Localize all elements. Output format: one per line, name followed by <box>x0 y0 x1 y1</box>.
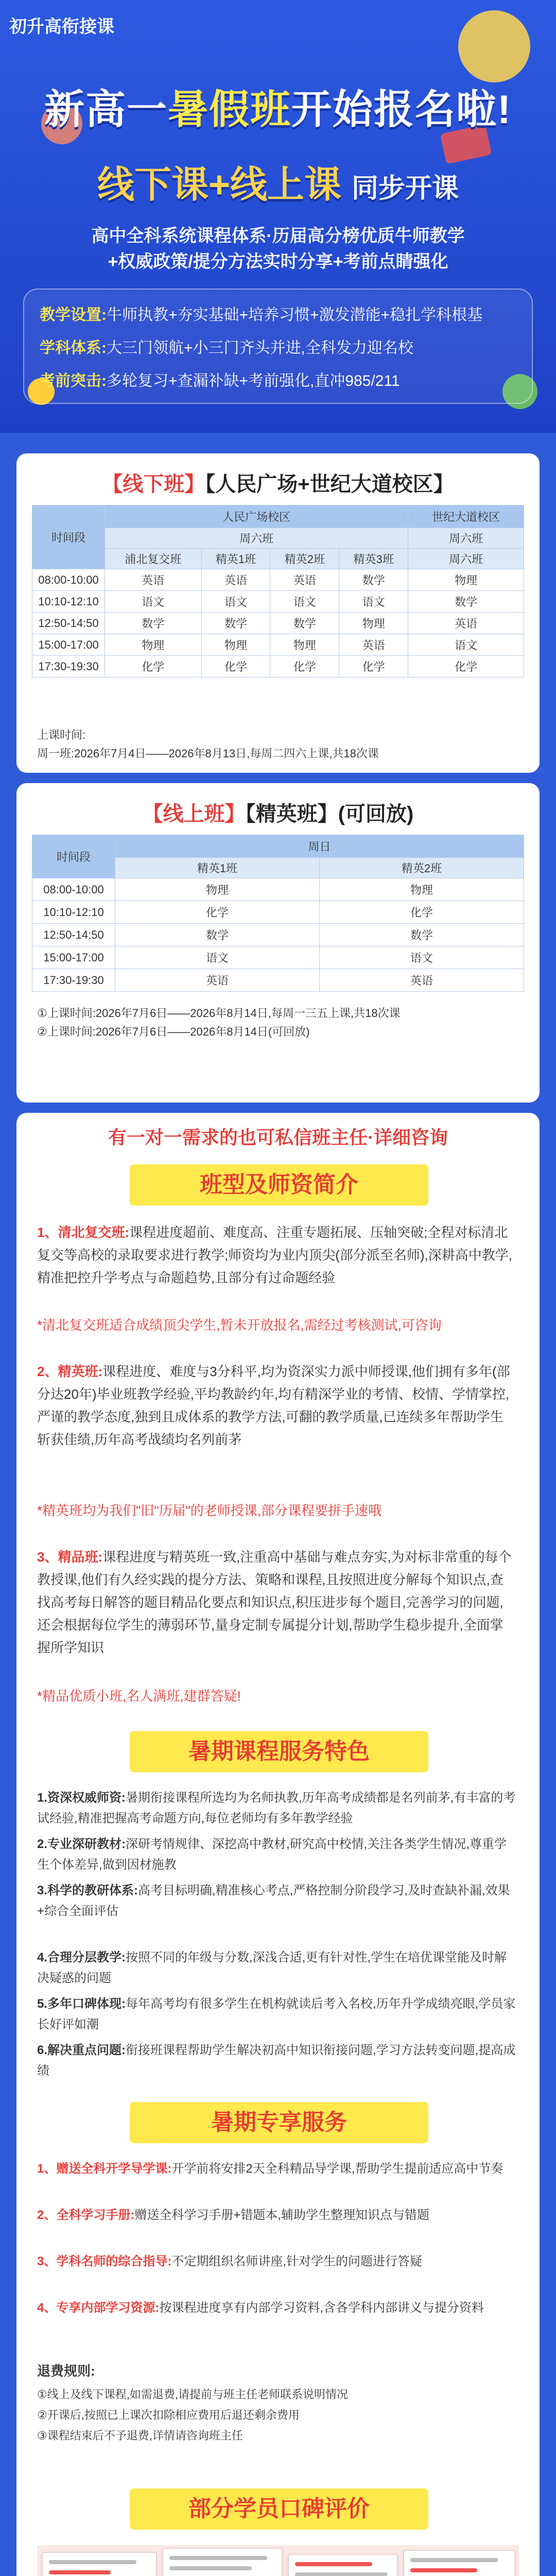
cell: 化学 <box>115 901 320 924</box>
hero-title-highlight: 暑假班 <box>168 87 292 132</box>
hero-info-value: 牛师执教+夯实基础+培养习惯+激发潜能+稳扎学科根基 <box>107 307 483 324</box>
cell-time: 17:30-19:30 <box>32 969 115 992</box>
cell: 英语 <box>408 613 524 634</box>
cell: 化学 <box>408 656 524 677</box>
cell: 语文 <box>105 591 202 613</box>
service-item-3 <box>37 2251 516 2272</box>
hero-info-row <box>40 335 516 358</box>
intro-paragraph-2 <box>37 1360 516 1451</box>
col-class: 精英1班 <box>115 858 320 878</box>
offline-title-text: 【人民广场+世纪大道校区】 <box>205 473 454 496</box>
service-text: 赠送全科学习手册+错题本,辅助学生整理知识点与错题 <box>134 2208 430 2222</box>
cell: 数学 <box>115 924 320 946</box>
hero-title-suffix: 开始报名啦! <box>291 87 512 132</box>
offline-title-tag: 【线下班】 <box>102 473 205 496</box>
feature-head: 1.资深权威师资: <box>37 1791 126 1805</box>
cell-time: 12:50-14:50 <box>32 924 115 946</box>
online-note: ①上课时间:2026年7月6日——2026年8月14日,每周一三五上课,共18次课 <box>37 1007 401 1020</box>
col-class: 精英2班 <box>270 549 339 569</box>
cell: 数学 <box>105 613 202 634</box>
online-schedule-table <box>32 835 524 992</box>
refund-rule: ②开课后,按照已上课次扣除相应费用后退还剩余费用 <box>37 2409 300 2421</box>
cell: 语文 <box>320 946 524 969</box>
col-campus-1: 人民广场校区 <box>105 505 408 528</box>
hero-info-key: 考前突击: <box>40 372 107 389</box>
refund-rule: ③课程结束后不予退费,详情请咨询班主任 <box>37 2429 243 2442</box>
online-title <box>16 798 540 827</box>
table-row <box>32 969 524 992</box>
cell: 语文 <box>270 591 339 613</box>
one-on-one-callout: 有一对一需求的也可私信班主任·详细咨询 <box>108 1127 448 1148</box>
feature-head: 4.合理分层教学: <box>37 1951 126 1964</box>
refund-title: 退费规则: <box>37 2363 95 2379</box>
online-note: ②上课时间:2026年7月6日——2026年8月14日(可回放) <box>37 1025 310 1038</box>
hero-info-key: 教学设置: <box>40 307 107 324</box>
col-class: 周六班 <box>408 549 524 569</box>
table-row <box>32 569 524 591</box>
cell-time: 08:00-10:00 <box>32 569 105 591</box>
intro-section-title: 班型及师资简介 <box>130 1164 428 1206</box>
feature-text: 按照不同的年级与分数,深浅合适,更有针对性,学生在培优课堂能及时解决疑惑的问题 <box>37 1951 507 1985</box>
feature-head: 3.科学的教研体系: <box>37 1884 138 1897</box>
cell-time: 08:00-10:00 <box>32 878 115 901</box>
online-schedule-card <box>16 783 540 1103</box>
table-row <box>32 634 524 656</box>
service-item-1 <box>37 2159 516 2179</box>
table-row <box>32 656 524 677</box>
intro-p1-head: 1、清北复交班: <box>37 1225 130 1240</box>
hero-info-row <box>40 302 516 325</box>
feature-item-1 <box>37 1788 516 1829</box>
cell: 数学 <box>270 613 339 634</box>
col-weekday-2: 周六班 <box>408 528 524 549</box>
table-row <box>32 613 524 634</box>
col-class: 精英3班 <box>339 549 408 569</box>
cell: 化学 <box>320 901 524 924</box>
hero-banner <box>0 0 556 433</box>
hero-sub-small: 同步开课 <box>352 174 459 204</box>
feature-text: 暑期衔接课程所选均为名师执教,历年高考成绩都是名列前茅,有丰富的考试经验,精准把握高考命题方向,每位老师均有多年教学经验 <box>37 1791 516 1825</box>
cell: 英语 <box>201 569 270 591</box>
online-title-text: 【精英班】(可回放) <box>245 803 414 825</box>
hero-tag: 初升高衔接课 <box>9 17 114 37</box>
service-head: 3、学科名师的综合指导: <box>37 2255 172 2268</box>
intro-paragraph-3 <box>37 1546 516 1659</box>
feature-text: 衔接班课程帮助学生解决初高中知识衔接问题,学习方法转变问题,提高成绩 <box>37 2043 516 2078</box>
col-campus-2: 世纪大道校区 <box>408 505 524 528</box>
cell-time: 10:10-12:10 <box>32 591 105 613</box>
feature-item-2 <box>37 1834 516 1875</box>
hero-title-prefix: 新高一 <box>44 87 168 132</box>
cell: 数学 <box>201 613 270 634</box>
cell: 语文 <box>339 591 408 613</box>
col-period: 时间段 <box>32 505 105 569</box>
cell: 数学 <box>320 924 524 946</box>
table-row <box>32 946 524 969</box>
intro-p1-note: *清北复交班适合成绩顶尖学生,暂未开放报名,需经过考核测试,可咨询 <box>37 1317 442 1333</box>
intro-p3-note: *精品优质小班,名人满班,建群答疑! <box>37 1688 241 1704</box>
cell: 化学 <box>105 656 202 677</box>
cell: 化学 <box>270 656 339 677</box>
testimonials-collage <box>37 2545 519 2576</box>
cell: 英语 <box>270 569 339 591</box>
cell-time: 10:10-12:10 <box>32 901 115 924</box>
col-class: 精英2班 <box>320 858 524 878</box>
feature-item-4 <box>37 1947 516 1989</box>
hero-line-2: +权威政策/提分方法实时分享+考前点睛强化 <box>108 252 448 272</box>
offline-title <box>16 468 540 497</box>
table-row <box>32 878 524 901</box>
intro-p2-text: 课程进度、难度与3分科平,均为资深实力派中师授课,他们拥有多年(部分达20年)毕业班教学经验,平均教龄约年,均有精深学业的考情、校情、学情掌控,严谨的教学态度,独到且成体系的教学方法,可翻的教学质量,已连续多年帮助学生斩获佳绩,历年高考战绩均名列前茅 <box>37 1364 510 1447</box>
hero-info-value: 多轮复习+查漏补缺+考前强化,直冲985/211 <box>107 372 400 389</box>
hero-info-box <box>23 289 533 404</box>
feature-head: 6.解决重点问题: <box>37 2043 126 2057</box>
feature-text: 深研考情规律、深挖高中教材,研究高中校情,关注各类学生情况,尊重学生个体差异,做到因材施教 <box>37 1837 507 1872</box>
intro-p3-text: 课程进度与精英班一致,注重高中基础与难点夯实,为对标非常重的每个教授课,他们有久经实践的提分方法、策略和课程,且按照进度分解每个知识点,查找高考每日解答的题目精品化要点和知识点,积压进步每个题目,完善学习的问题,还会根据每位学生的薄弱环节,量身定制专属提分计划,帮助学生稳步提升,全面掌握所学知识 <box>37 1549 512 1655</box>
cell-time: 12:50-14:50 <box>32 613 105 634</box>
cell: 化学 <box>201 656 270 677</box>
cell-time: 15:00-17:00 <box>32 634 105 656</box>
cell: 物理 <box>320 878 524 901</box>
testimonials-card <box>16 2473 540 2576</box>
intro-p1-text: 课程进度超前、难度高、注重专题拓展、压轴突破;全程对标清北复交等高校的录取要求进行教学;师资均为业内顶尖(部分派至名师),深耕高中教学,精准把控升学考点与命题趋势,且部分有过命题经验 <box>37 1225 512 1285</box>
table-row <box>32 924 524 946</box>
service-head: 2、全科学习手册: <box>37 2208 135 2222</box>
cell: 物理 <box>339 613 408 634</box>
testimonial-screenshot <box>163 2548 282 2576</box>
hero-subtitle <box>0 155 556 208</box>
features-section-title: 暑期课程服务特色 <box>130 1731 428 1772</box>
feature-text: 高考目标明确,精准核心考点,严格控制分阶段学习,及时查缺补漏,效果+综合全面评估 <box>37 1884 510 1918</box>
service-head: 1、赠送全科开学导学课: <box>37 2162 172 2176</box>
testimonial-screenshot <box>42 2552 157 2576</box>
info-card-continued <box>16 1947 540 2473</box>
cell: 化学 <box>339 656 408 677</box>
col-period: 时间段 <box>32 835 115 878</box>
cell: 语文 <box>408 634 524 656</box>
col-weekday: 周六班 <box>105 528 408 549</box>
feature-text: 每年高考均有很多学生在机构就读后考入名校,历年升学成绩亮眼,学员家长好评如潮 <box>37 1997 516 2031</box>
cell: 物理 <box>408 569 524 591</box>
hero-info-row <box>40 368 516 391</box>
cell: 物理 <box>105 634 202 656</box>
cell: 物理 <box>270 634 339 656</box>
cell: 英语 <box>320 969 524 992</box>
intro-paragraph-1 <box>37 1221 516 1289</box>
testimonial-screenshot <box>288 2554 397 2576</box>
cell: 英语 <box>105 569 202 591</box>
service-text: 按课程进度享有内部学习资料,含各学科内部讲义与提分资料 <box>159 2301 484 2315</box>
cell: 数学 <box>339 569 408 591</box>
intro-p2-note: *精英班均为我们"旧"历届"的老师授课,部分课程要拼手速哦 <box>37 1503 382 1518</box>
cell: 物理 <box>115 878 320 901</box>
feature-head: 5.多年口碑体现: <box>37 1997 126 2011</box>
info-card <box>16 1113 540 1947</box>
cell: 物理 <box>201 634 270 656</box>
offline-schedule-card <box>16 453 540 773</box>
online-title-tag: 【线上班】 <box>142 803 246 825</box>
cell-time: 15:00-17:00 <box>32 946 115 969</box>
hero-info-key: 学科体系: <box>40 340 107 357</box>
testimonials-section-title: 部分学员口碑评价 <box>130 2488 428 2530</box>
testimonial-screenshot <box>404 2550 515 2576</box>
refund-rule: ①线上及线下课程,如需退费,请提前与班主任老师联系说明情况 <box>37 2388 348 2401</box>
cell: 语文 <box>201 591 270 613</box>
col-class: 浦北复交班 <box>105 549 202 569</box>
feature-head: 2.专业深研教材: <box>37 1837 126 1851</box>
intro-p3-head: 3、精品班: <box>37 1549 103 1565</box>
hero-line-1: 高中全科系统课程体系·历届高分榜优质牛师教学 <box>91 226 465 246</box>
table-row <box>32 591 524 613</box>
service-text: 不定期组织名师讲座,针对学生的问题进行答疑 <box>171 2255 423 2268</box>
hero-sub-main: 线下课+线上课 <box>97 164 342 206</box>
service-head: 4、专享内部学习资源: <box>37 2301 160 2315</box>
service-item-4 <box>37 2298 516 2318</box>
col-class: 精英1班 <box>201 549 270 569</box>
offline-note: 上课时间: <box>37 728 86 741</box>
offline-schedule-table <box>32 505 524 677</box>
cell: 语文 <box>115 946 320 969</box>
service-text: 开学前将安排2天全科精品导学课,帮助学生提前适应高中节奏 <box>171 2162 503 2176</box>
cell: 英语 <box>115 969 320 992</box>
cell-time: 17:30-19:30 <box>32 656 105 677</box>
intro-p2-head: 2、精英班: <box>37 1364 103 1379</box>
service-section-title: 暑期专享服务 <box>130 2102 428 2143</box>
cell: 数学 <box>408 591 524 613</box>
hero-info-value: 大三门领航+小三门齐头并进,全科发力迎名校 <box>107 340 413 357</box>
feature-item-6 <box>37 2040 516 2081</box>
offline-note: 周一班:2026年7月4日——2026年8月13日,每周二四六上课,共18次课 <box>37 747 379 760</box>
service-item-2 <box>37 2205 516 2226</box>
feature-item-3 <box>37 1880 516 1922</box>
feature-item-5 <box>37 1994 516 2035</box>
col-week: 周日 <box>115 835 524 858</box>
cell: 英语 <box>339 634 408 656</box>
hero-title <box>0 77 556 135</box>
table-row <box>32 901 524 924</box>
